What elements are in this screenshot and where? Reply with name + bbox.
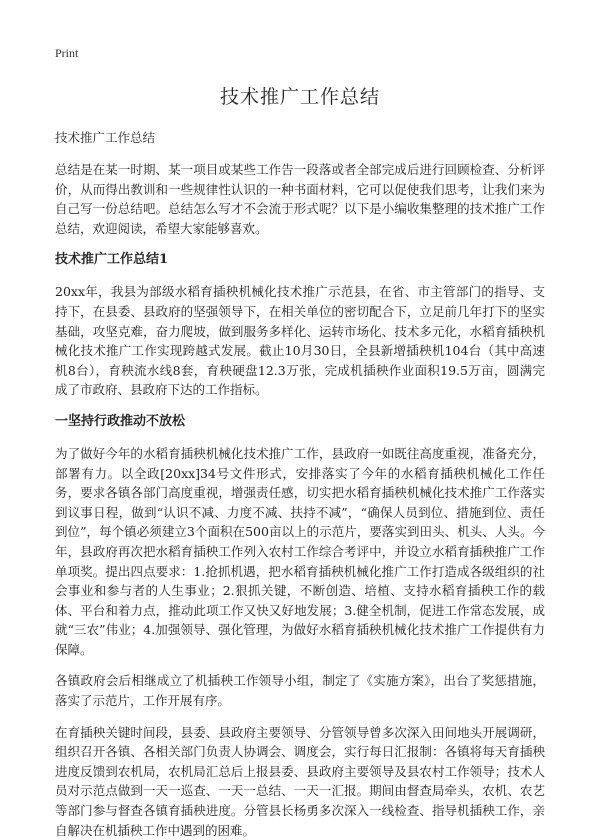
document-subtitle: 技术推广工作总结 (55, 130, 156, 145)
subsection-heading: 一坚持行政推动不放松 (55, 413, 186, 429)
section-paragraph: 20xx年，我县为部级水稻育插秧机械化技术推广示范县，在省、市主管部门的指导、支持下，在县委、县政府的坚强领导下，在相关单位的密切配合下，立足前几年打下的坚实基础，攻坚克难，奋力爬坡，做到服务多样化、运转市场化、技术多元化，水稻育插秧机械化技术推广工作实现跨越式发展。截止10月30日，全县新增插秧机104台（其中高速机8台），育秧流水线8套，育秧硬盘12.3万张，完成机插秧作业面积19.5万亩，圆满完成了市政府、县政府下达的工作指标。 (55, 284, 545, 398)
intro-paragraph: 总结是在某一时期、某一项目或某些工作告一段落或者全部完成后进行回顾检查、分析评价，从而得出教训和一些规律性认识的一种书面材料，它可以促使我们思考，让我们来为自己写一份总结吧。总结怎么写才不会流于形式呢？以下是小编收集整理的技术推广工作总结，欢迎阅读，希望大家能够喜欢。 (55, 162, 545, 236)
section-heading: 技术推广工作总结1 (55, 252, 169, 268)
body-paragraph: 为了做好今年的水稻育插秧机械化技术推广工作，县政府一如既往高度重视，准备充分，部署有力。以全政[20xx]34号文件形式，安排落实了今年的水稻育插秧机械化工作任务，要求各镇各部门高度重视，增强责任感，切实把水稻育插秧机械化技术推广工作落实到议事日程，做到“认识不减、力度不减、扶持不减”，“确保人员到位、措施到位、责任到位”，每个镇必须建立3个面积在500亩以上的示范片，要落实到田头、机头、人头。今年，县政府再次把水稻育插秧工作列入农村工作综合考评中，并设立水稻育插秧推广工作单项奖。提出四点要求：1.抢抓机遇，把水稻育插秧机械化推广工作打造成各级组织的社会事业和参与者的人生事业；2.狠抓关键，不断创造、培植、支持水稻育插秧工作的载体、平台和着力点，推动此项工作又快又好地发展；3.健全机制，促进工作常态发展，成就“三农”伟业；4.加强领导、强化管理，为做好水稻育插秧机械化技术推广工作提供有力保障。 (55, 445, 545, 657)
page-title: 技术推广工作总结 (219, 86, 380, 108)
body-paragraph: 在育插秧关键时间段，县委、县政府主要领导、分管领导曾多次深入田间地头开展调研，组织召开各镇、各相关部门负责人协调会、调度会，实行每日汇报制：各镇将每天育插秧进度反馈到农机局，农机局汇总后上报县委、县政府主要领导及县农村工作领导；技术人员对示范点做到一天一巡查、一天一总结、一天一汇报。期间由督查局牵头，农机、农艺等部门参与督查各镇育插秧进度。分管县长杨勇多次深入一线检查、指导机插秧工作，亲自解决在机插秧工作中遇到的困难。 (55, 724, 545, 838)
print-label: Print (55, 46, 79, 60)
body-paragraph: 各镇政府会后相继成立了机插秧工作领导小组，制定了《实施方案》，出台了奖惩措施，落实了示范片，工作开展有序。 (55, 673, 545, 709)
